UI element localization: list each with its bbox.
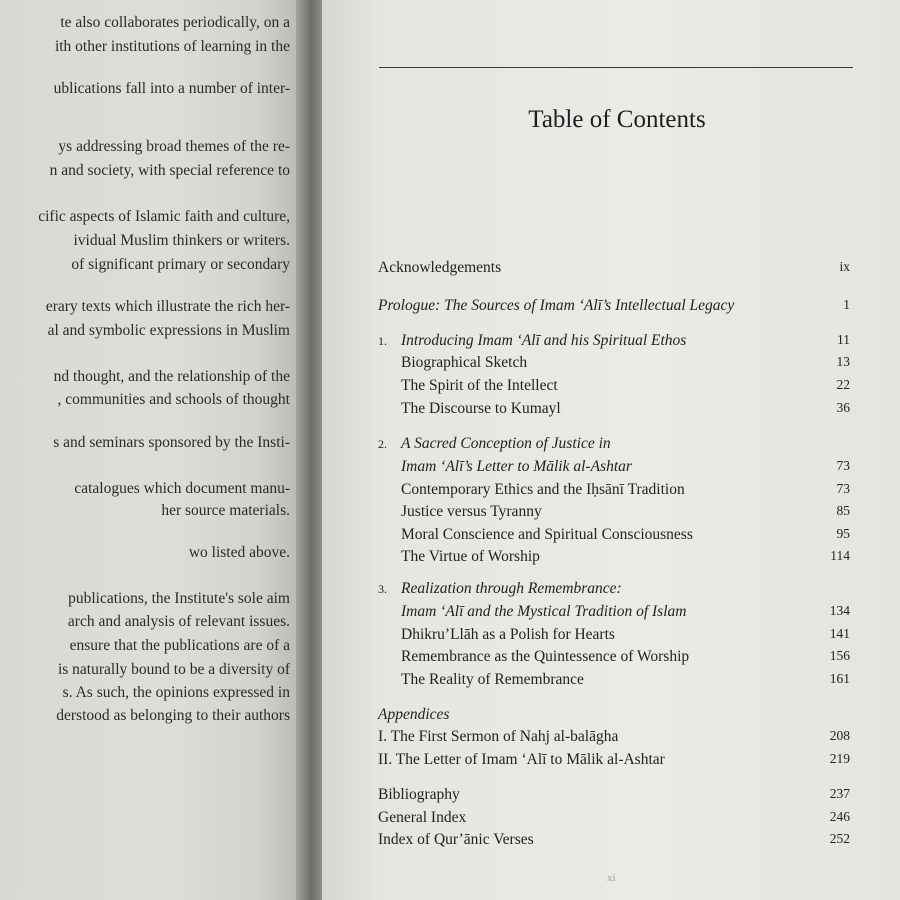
toc-entry-page: 114 <box>830 548 850 563</box>
toc-entry-page: 156 <box>829 648 850 663</box>
left-page-line: s and seminars sponsored by the Insti- <box>53 434 290 451</box>
left-page-line: ys addressing broad themes of the re- <box>58 138 290 155</box>
toc-entry <box>322 259 900 281</box>
left-page-line: publications, the Institute's sole aim <box>68 590 290 607</box>
toc-entry-page: 13 <box>836 354 850 369</box>
toc-entry-title: The Spirit of the Intellect <box>401 377 558 394</box>
toc-entry <box>322 435 900 457</box>
toc-entry-page: ix <box>839 259 850 274</box>
chapter-number: 1. <box>378 334 387 348</box>
toc-entry-title: The Virtue of Worship <box>401 548 540 565</box>
toc-entry-title: Appendices <box>378 706 450 723</box>
page-title: Table of Contents <box>528 106 706 133</box>
left-page-line: of significant primary or secondary <box>71 256 290 273</box>
left-page-text <box>0 0 303 900</box>
toc-entry <box>322 671 900 693</box>
left-page-line: cific aspects of Islamic faith and culture, <box>38 208 290 225</box>
left-page-line: derstood as belonging to their authors <box>56 707 290 724</box>
toc-entry-page: 134 <box>829 603 850 618</box>
toc-entry-page: 141 <box>829 626 850 641</box>
toc-entry-title: Bibliography <box>378 786 460 803</box>
toc-entry-title: A Sacred Conception of Justice in <box>401 435 611 452</box>
toc-entry-title: Justice versus Tyranny <box>401 503 542 520</box>
toc-entry <box>322 297 900 319</box>
chapter-number: 2. <box>378 437 387 451</box>
toc-entry-page: 1 <box>843 297 850 312</box>
toc-entry <box>322 354 900 376</box>
toc-entry-title: Imam ‘Alī’s Letter to Mālik al-Ashtar <box>401 458 632 475</box>
toc-entry-title: Index of Qur’ānic Verses <box>378 831 534 848</box>
left-page-line: wo listed above. <box>188 544 290 561</box>
left-page-line: erary texts which illustrate the rich her- <box>45 298 290 315</box>
toc-entry-page: 11 <box>837 332 850 347</box>
toc-entry-title: Moral Conscience and Spiritual Consciousness <box>401 526 693 543</box>
toc-entry-title: Remembrance as the Quintessence of Worship <box>401 648 690 665</box>
toc-entry-title: I. The First Sermon of Nahj al-balāgha <box>378 728 619 745</box>
toc-entry-title: Imam ‘Alī and the Mystical Tradition of Islam <box>401 603 687 620</box>
toc-entry <box>322 580 900 602</box>
toc-entry <box>322 626 900 648</box>
table-of-contents <box>322 0 900 900</box>
toc-entry <box>322 786 900 808</box>
left-page-line: , communities and schools of thought <box>57 391 290 408</box>
chapter-number: 3. <box>378 582 387 596</box>
toc-entry-page: 161 <box>829 671 850 686</box>
toc-entry <box>322 400 900 422</box>
toc-entry-title: Dhikru’Llāh as a Polish for Hearts <box>401 626 615 643</box>
left-page-line: ividual Muslim thinkers or writers. <box>73 232 290 249</box>
left-page-line: her source materials. <box>161 502 290 519</box>
left-page-line: is naturally bound to be a diversity of <box>57 661 290 678</box>
toc-entry-title: Acknowledgements <box>378 259 502 276</box>
left-page-line: nd thought, and the relationship of the <box>53 368 290 385</box>
toc-entry <box>322 332 900 354</box>
toc-entry <box>322 377 900 399</box>
toc-entry-page: 219 <box>829 751 850 766</box>
toc-entry-title: Contemporary Ethics and the Iḥsānī Tradition <box>401 481 685 498</box>
toc-entry-title: II. The Letter of Imam ‘Alī to Mālik al-Ashtar <box>378 751 665 768</box>
toc-entry-page: 85 <box>836 503 850 518</box>
toc-entry-page: 246 <box>829 809 850 824</box>
left-page-line: ensure that the publications are of a <box>69 637 290 654</box>
toc-entry-title: The Reality of Remembrance <box>401 671 584 688</box>
toc-entry-title: Realization through Remembrance: <box>401 580 622 597</box>
toc-entry <box>322 458 900 480</box>
toc-entry <box>322 526 900 548</box>
toc-entry <box>322 728 900 750</box>
page-folio: xi <box>607 872 616 884</box>
left-page-line: n and society, with special reference to <box>49 162 290 179</box>
toc-entry-page: 237 <box>829 786 850 801</box>
toc-entry-title: Introducing Imam ‘Alī and his Spiritual Ethos <box>401 332 687 349</box>
toc-entry-title: General Index <box>378 809 467 826</box>
toc-entry <box>322 831 900 853</box>
toc-entry <box>322 503 900 525</box>
left-page-line: s. As such, the opinions expressed in <box>62 684 290 701</box>
toc-entry-title: The Discourse to Kumayl <box>401 400 561 417</box>
toc-entry <box>322 751 900 773</box>
toc-entry <box>322 548 900 570</box>
toc-entry-page: 22 <box>836 377 850 392</box>
left-page-line: ith other institutions of learning in the <box>54 38 290 55</box>
toc-entry-page: 36 <box>836 400 850 415</box>
left-page-line: te also collaborates periodically, on a <box>60 14 290 31</box>
toc-entry-page: 95 <box>836 526 850 541</box>
toc-entry-page: 252 <box>829 831 850 846</box>
toc-entry <box>322 648 900 670</box>
toc-entry-title: Prologue: The Sources of Imam ‘Alī’s Intellectual Legacy <box>378 297 735 314</box>
toc-entry-page: 208 <box>829 728 850 743</box>
left-page <box>0 0 303 900</box>
toc-entry <box>322 481 900 503</box>
right-page <box>322 0 900 900</box>
toc-entry-title: Biographical Sketch <box>401 354 528 371</box>
toc-entry-page: 73 <box>836 458 850 473</box>
left-page-line: al and symbolic expressions in Muslim <box>47 322 290 339</box>
left-page-line: ublications fall into a number of inter- <box>53 80 290 97</box>
toc-entry <box>322 809 900 831</box>
toc-entry <box>322 706 900 728</box>
left-page-line: catalogues which document manu- <box>74 480 290 497</box>
toc-entry-page: 73 <box>836 481 850 496</box>
left-page-line: arch and analysis of relevant issues. <box>67 613 290 630</box>
toc-entry <box>322 603 900 625</box>
